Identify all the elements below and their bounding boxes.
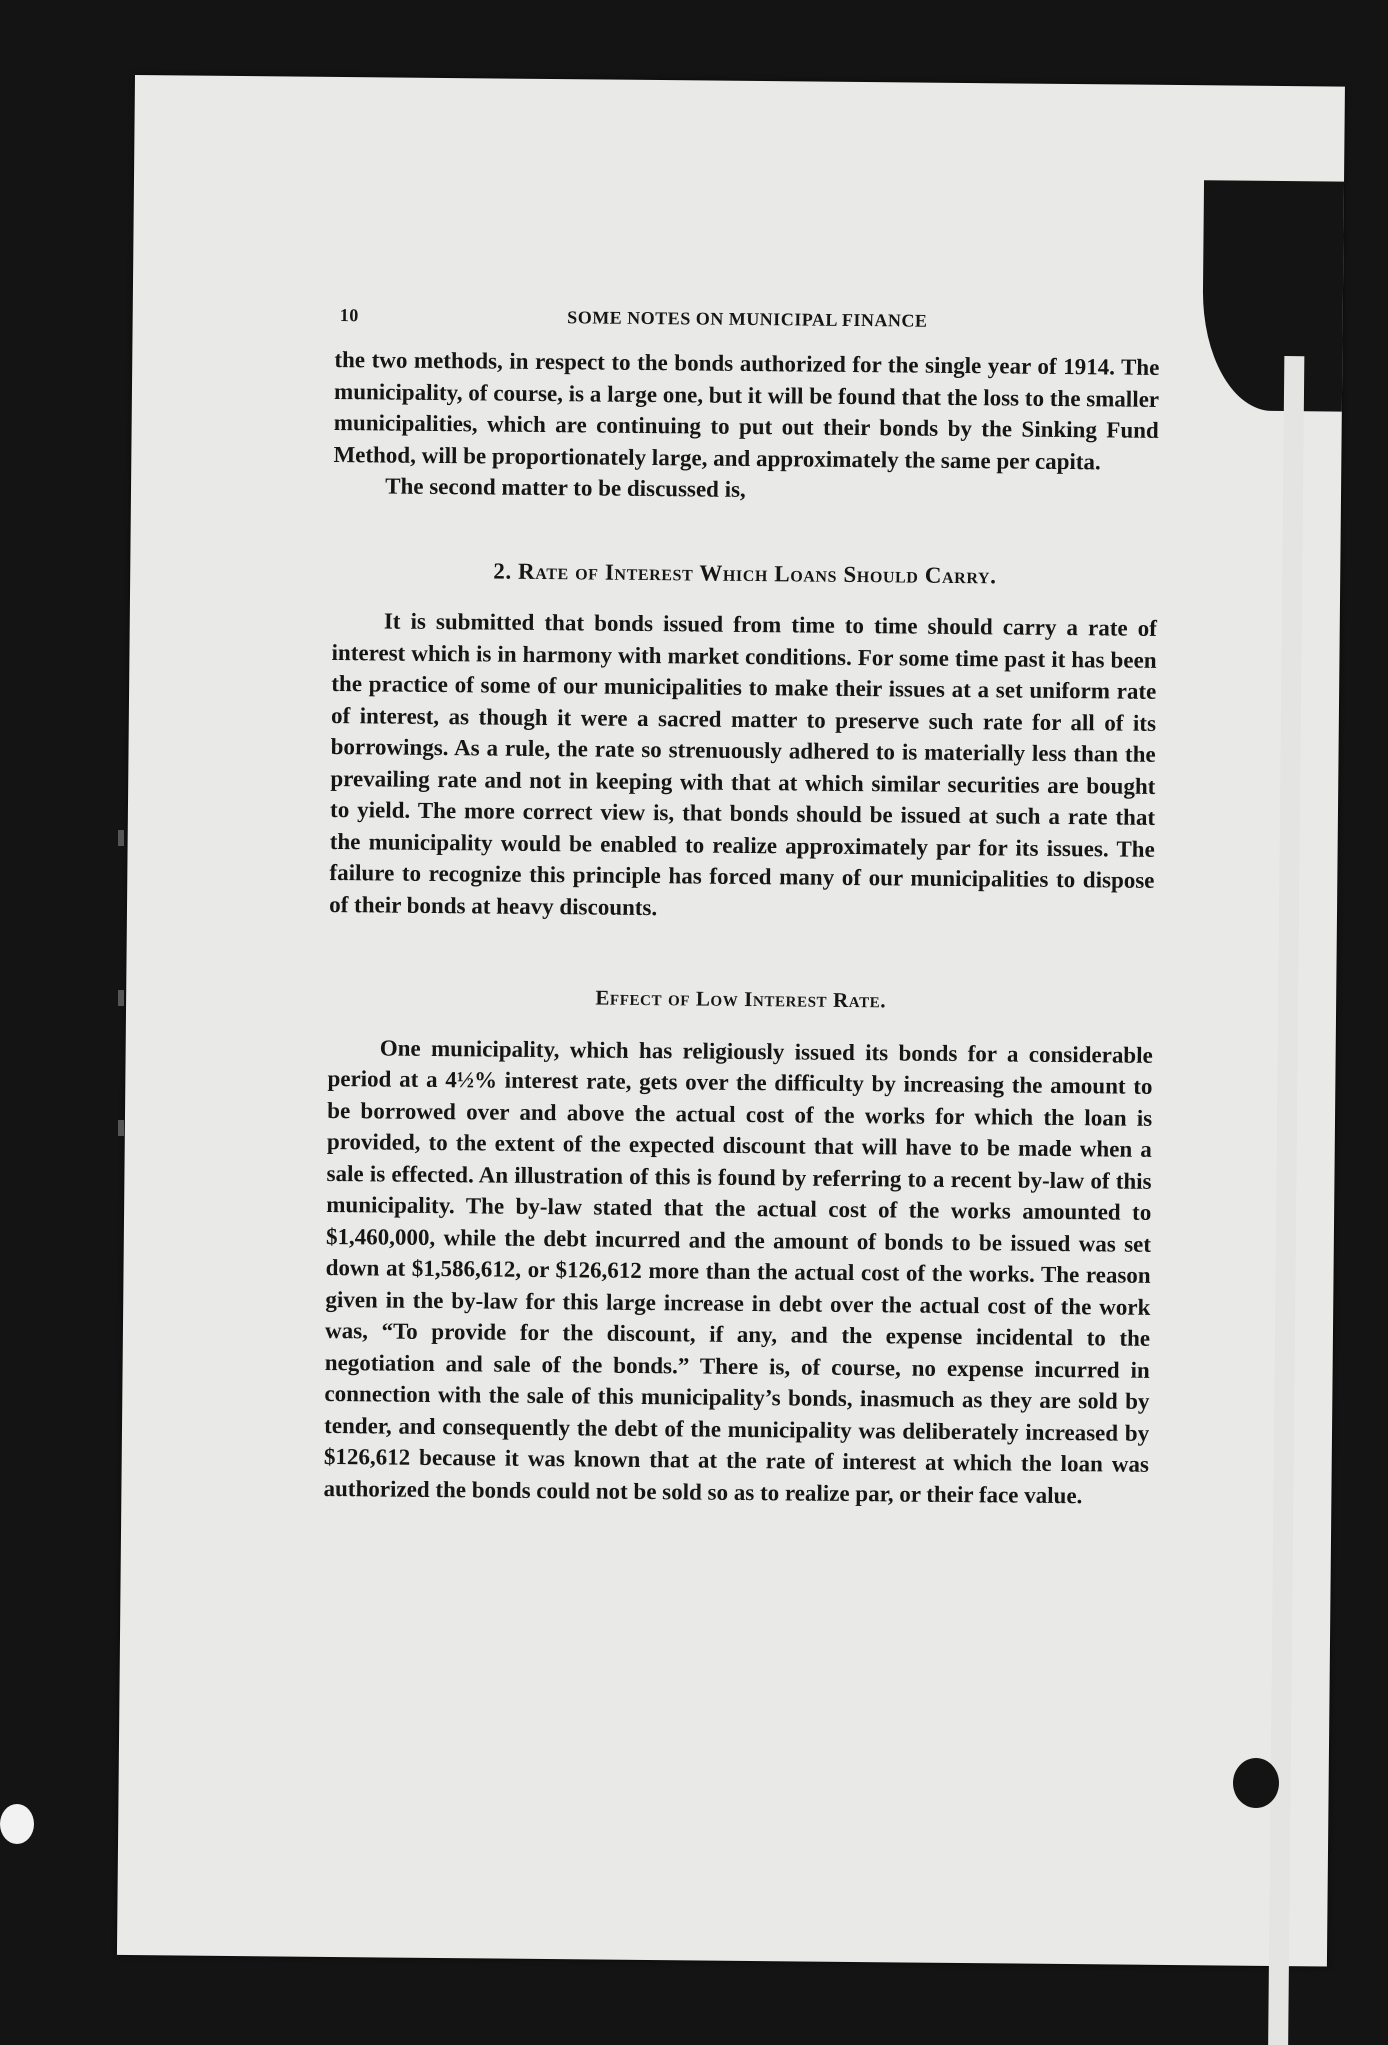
page-text bbox=[323, 300, 1160, 1512]
edge-mark bbox=[118, 990, 124, 1006]
continued-paragraph: the two methods, in respect to the bonds authorized for the single year of 1914. The municipality, of course, is a large one, but it will be found that the loss to the smaller municipalities, which are continuing to put out their bonds by the Sinking Fund Method, will be proportionately large, and approximately the same per capita. bbox=[333, 346, 1160, 474]
section-heading: 2. Rate of Interest Which Loans Should Carry. bbox=[493, 558, 997, 588]
subsection-paragraph: One municipality, which has religiously issued its bonds for a considerable period at a 4½% interest rate, gets over the difficulty by increasing the amount to be borrowed over and above the actual cost of the works for which the loan is provided, to the extent of the expected discount that will have to be made when a sale is effected. An illustration of this is found by referring to a recent by-law of this municipality. The by-law stated that the actual cost of the works amounted to $1,460,000, while the debt incurred and the amount of bonds to be issued was set down at $1,586,612, or $126,612 more than the actual cost of the works. The reason given in the by-law for this large increase in debt over the actual cost of the work was, “To provide for the discount, if any, and the expense incidental to the negotiation and sale of the bonds.” There is, of course, no expense incurred in connection with the sale of this municipality’s bonds, inasmuch as they are sold by tender, and consequently the debt of the municipality was deliberately increased by $126,612 because it was known that at the rate of interest at which the loan was authorized the bonds could not be sold so as to realize par, or their face value. bbox=[323, 1034, 1153, 1508]
punch-hole bbox=[0, 1804, 34, 1844]
transition-paragraph: The second matter to be discussed is, bbox=[385, 473, 746, 502]
section-paragraph: It is submitted that bonds issued from time to time should carry a rate of interest which is in harmony with market conditions. For some time past it has been the practice of some of our municipalities to make their issues at a set uniform rate of interest, as though it were a sacred matter to preserve such rate for all of its borrowings. As a rule, the rate so strenuously adhered to is materially less than the prevailing rate and not in keeping with that at which similar securities are bought to yield. The more correct view is, that bonds should be issued at such a rate that the municipality would be enabled to realize approximately par for its issues. The failure to recognize this principle has forced many of our municipalities to dispose of their bonds at heavy discounts. bbox=[329, 608, 1158, 920]
running-title: SOME NOTES ON MUNICIPAL FINANCE bbox=[567, 307, 928, 331]
punch-hole bbox=[1233, 1758, 1279, 1808]
punch-hole bbox=[1370, 1758, 1388, 1808]
page-number: 10 bbox=[339, 305, 359, 326]
edge-mark bbox=[118, 830, 124, 846]
edge-mark bbox=[118, 1120, 124, 1136]
running-head bbox=[335, 300, 1160, 340]
torn-corner bbox=[1202, 180, 1344, 411]
subsection-heading: Effect of Low Interest Rate. bbox=[595, 985, 887, 1013]
